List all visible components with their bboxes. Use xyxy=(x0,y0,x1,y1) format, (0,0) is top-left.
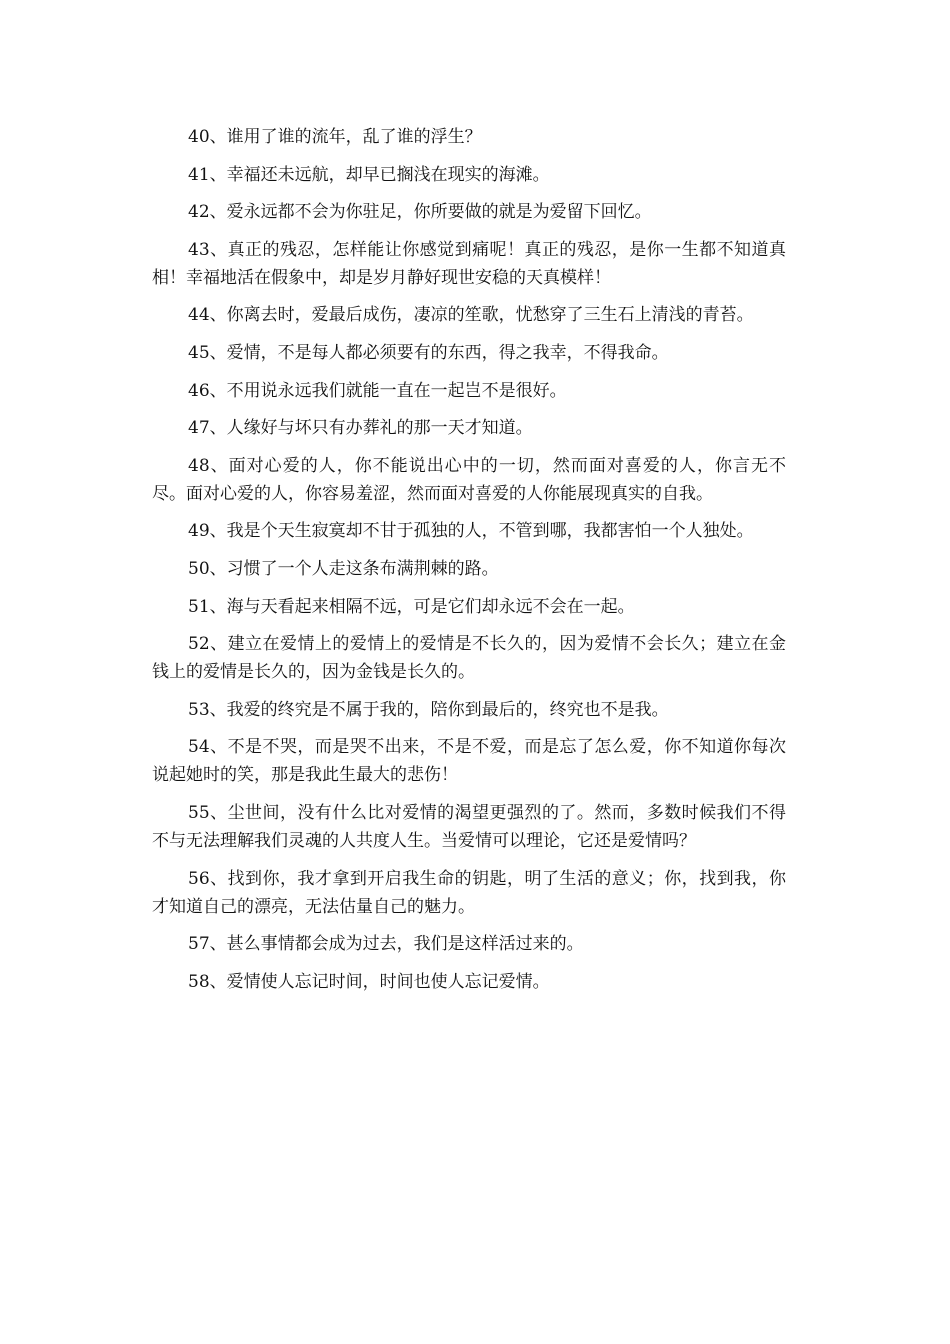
paragraph-56: 56、找到你，我才拿到开启我生命的钥匙，明了生活的意义；你，找到我，你才知道自己的漂亮，无法估量自己的魅力。 xyxy=(152,868,786,917)
paragraph-41: 41、幸福还未远航，却早已搁浅在现实的海滩。 xyxy=(188,164,550,185)
paragraph-48: 48、面对心爱的人，你不能说出心中的一切，然而面对喜爱的人，你言无不尽。面对心爱的人，你容易羞涩，然而面对喜爱的人你能展现真实的自我。 xyxy=(152,455,786,504)
paragraph-49: 49、我是个天生寂寞却不甘于孤独的人，不管到哪，我都害怕一个人独处。 xyxy=(188,521,754,542)
paragraph-52: 52、建立在爱情上的爱情上的爱情是不长久的，因为爱情不会长久；建立在金钱上的爱情是长久的，因为金钱是长久的。 xyxy=(152,634,786,683)
paragraph-54: 54、不是不哭，而是哭不出来，不是不爱，而是忘了怎么爱，你不知道你每次说起她时的笑，那是我此生最大的悲伤！ xyxy=(152,737,786,786)
paragraph-57: 57、甚么事情都会成为过去，我们是这样活过来的。 xyxy=(188,934,584,955)
paragraph-44: 44、你离去时，爱最后成伤，凄凉的笙歌，忧愁穿了三生石上清浅的青苔。 xyxy=(188,305,754,326)
paragraph-47: 47、人缘好与坏只有办葬礼的那一天才知道。 xyxy=(188,418,533,439)
paragraph-45: 45、爱情，不是每人都必须要有的东西，得之我幸，不得我命。 xyxy=(188,342,669,363)
paragraph-58: 58、爱情使人忘记时间，时间也使人忘记爱情。 xyxy=(188,971,550,992)
paragraph-51: 51、海与天看起来相隔不远，可是它们却永远不会在一起。 xyxy=(188,596,635,617)
paragraph-50: 50、习惯了一个人走这条布满荆棘的路。 xyxy=(188,558,499,579)
paragraph-40: 40、谁用了谁的流年，乱了谁的浮生？ xyxy=(188,127,482,147)
paragraph-46: 46、不用说永远我们就能一直在一起岂不是很好。 xyxy=(188,380,567,401)
document-body xyxy=(152,123,786,1005)
paragraph-55: 55、尘世间，没有什么比对爱情的渴望更强烈的了。然而，多数时候我们不得不与无法理解我们灵魂的人共度人生。当爱情可以理论，它还是爱情吗？ xyxy=(152,802,786,851)
paragraph-43: 43、真正的残忍，怎样能让你感觉到痛呢！真正的残忍，是你一生都不知道真相！幸福地活在假象中，却是岁月静好现世安稳的天真模样！ xyxy=(152,239,786,288)
paragraph-42: 42、爱永远都不会为你驻足，你所要做的就是为爱留下回忆。 xyxy=(188,202,652,223)
paragraph-53: 53、我爱的终究是不属于我的，陪你到最后的，终究也不是我。 xyxy=(188,699,669,720)
